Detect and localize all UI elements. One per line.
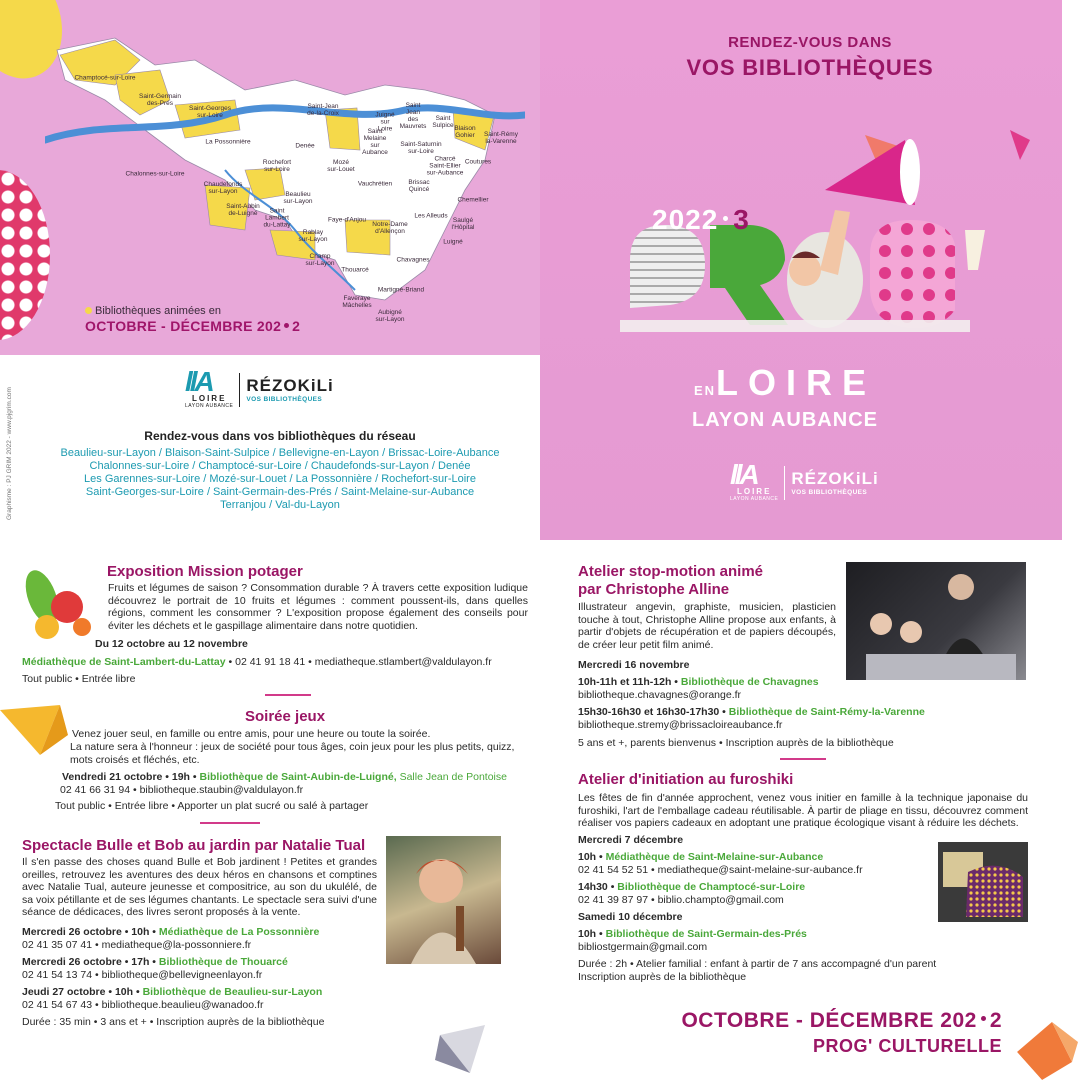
map-label: Saint-Rémy la-Varenne xyxy=(484,131,518,145)
event-furoshiki-contact-b: 02 41 39 87 97 • biblio.champto@gmail.com xyxy=(578,894,784,906)
map-label: Saint-Aubin de-Luigné xyxy=(226,203,260,217)
logo-loire: LOIRE xyxy=(736,487,772,496)
dot-separator xyxy=(723,216,728,221)
map-legend-period: OCTOBRE - DÉCEMBRE 202 2 xyxy=(85,318,301,334)
map-label: Saulgé l'Hôpital xyxy=(451,217,475,231)
network-line: Chalonnes-sur-Loire / Champtocé-sur-Loire / Chaudefonds-sur-Layon / Denée xyxy=(89,460,471,472)
event-jeux-text2: La nature sera à l'honneur : jeux de société pour tous âges, coin jeux pour les plus petits, quizz, mots croisés et fléchés, etc. xyxy=(70,741,515,766)
map-label: Les Alleuds xyxy=(414,212,448,220)
map-label: Denée xyxy=(295,142,315,150)
event-bulle-title: Spectacle Bulle et Bob au jardin par Natalie Tual xyxy=(22,837,366,854)
logo-separator xyxy=(239,373,240,407)
event-furoshiki-date-1: Mercredi 7 décembre xyxy=(578,834,684,846)
event-potager-info: Tout public • Entrée libre xyxy=(22,673,136,685)
event-bulle-session: Jeudi 27 octobre • 10h • Bibliothèque de Beaulieu-sur-Layon xyxy=(22,986,323,998)
map-label: Champtocé-sur-Loire xyxy=(74,74,136,82)
event-furoshiki-contact-a: 02 41 54 52 51 • mediatheque@saint-melaine-sur-aubance.fr xyxy=(578,864,863,876)
network-list xyxy=(55,447,505,512)
event-stop-title-2: par Christophe Alline xyxy=(578,581,730,598)
map-label: Saint-Jean de-la-Croix xyxy=(307,103,339,117)
map-label: Chemellier xyxy=(457,196,489,204)
event-furoshiki-session-a: 10h • Médiathèque de Saint-Melaine-sur-Aubance xyxy=(578,851,824,863)
paper-fold-decoration xyxy=(435,1025,490,1075)
dot-separator xyxy=(284,323,289,328)
map-label: Notre-Dame d'Allençon xyxy=(372,221,408,235)
megaphone-bell xyxy=(900,139,920,205)
event-bulle-contact: 02 41 35 07 41 • mediatheque@la-possonniere.fr xyxy=(22,939,252,951)
prog-letter-g xyxy=(870,220,955,328)
rezokili-sub: VOS BIBLIOTHÈQUES xyxy=(791,489,868,496)
map-labels xyxy=(0,0,540,355)
event-bulle-contact: 02 41 54 13 74 • bibliotheque@bellevigneenlayon.fr xyxy=(22,969,263,981)
cover-logo xyxy=(730,459,879,502)
footer-period: OCTOBRE - DÉCEMBRE 202 2 xyxy=(681,1009,1002,1032)
legend-text: Bibliothèques animées en xyxy=(95,305,221,317)
event-jeux-date-line: Vendredi 21 octobre • 19h • Bibliothèque de Saint-Aubin-de-Luigné, Salle Jean de Pontoise xyxy=(62,771,507,783)
map-label: Saint-Germain des-Prés xyxy=(139,93,181,107)
network-line: Les Garennes-sur-Loire / Mozé-sur-Louet / La Possonnière / Rochefort-sur-Loire xyxy=(84,473,476,485)
paper-fold-decoration xyxy=(1010,130,1030,160)
event-jeux-text1: Venez jouer seul, en famille ou entre amis, pour une heure ou toute la soirée. xyxy=(72,728,431,740)
event-potager-place-line: Médiathèque de Saint-Lambert-du-Lattay • 02 41 91 18 41 • mediatheque.stlambert@valdulayon.fr xyxy=(22,656,492,668)
map-label: Saint Sulpice xyxy=(432,115,454,129)
map-legend xyxy=(85,305,221,317)
map-label: Coutures xyxy=(464,158,492,166)
map-label: Vauchrétien xyxy=(357,180,393,188)
map-label: Rochefort sur-Loire xyxy=(262,159,292,173)
map-label: La Possonnière xyxy=(205,138,251,146)
event-stop-date: Mercredi 16 novembre xyxy=(578,659,690,671)
map-label: Blaison Gohier xyxy=(454,125,476,139)
cover-rdv-line1: RENDEZ-VOUS DANS xyxy=(728,34,892,51)
map-label: Faveraye Mâchelles xyxy=(342,295,372,309)
map-label: Charcé Saint-Ellier sur-Aubance xyxy=(426,155,464,177)
event-stop-contact-2: bibliotheque.stremy@brissacloireaubance.fr xyxy=(578,719,783,731)
dot-separator xyxy=(981,1016,986,1021)
orange-icon xyxy=(35,615,59,639)
event-potager-title: Exposition Mission potager xyxy=(107,563,303,580)
map-label: Brissac Quincé xyxy=(408,179,430,193)
map-label: Juigné sur Loire xyxy=(375,111,395,133)
event-bulle-info: Durée : 35 min • 3 ans et + • Inscription auprès de la bibliothèque xyxy=(22,1016,325,1028)
cover-loire: LOIRE xyxy=(716,362,877,403)
map-label: Saint Lambert du-Lattay xyxy=(263,207,291,229)
logo-mark: llA xyxy=(185,366,212,397)
fruit-icon xyxy=(73,618,91,636)
map-label: Faye-d'Anjou xyxy=(327,216,367,224)
paper-fold-decoration xyxy=(0,705,70,760)
map-label: Saint Jean des Mauvrets xyxy=(399,102,427,130)
map-label: Chaudefonds sur-Layon xyxy=(203,181,243,195)
network-line: Terranjou / Val-du-Layon xyxy=(220,499,340,511)
event-jeux-info: Tout public • Entrée libre • Apporter un plat sucré ou salé à partager xyxy=(55,800,369,812)
graphic-credit: Graphisme : PJ GRIM 2022 - www.pjgrim.com xyxy=(6,387,13,520)
event-bulle-text: Il s'en passe des choses quand Bulle et Bob jardinent ! Petites et grandes oreilles, retrouvez les aventures des deux héros en chansons et comptines avec Natalie Tual, auteure jeunesse et compositrice, au son du ukulélé, de sa voix pétillante et de ses légumes chantants. Le spectacle sera suivi d'une séance de dédicaces, des livres seront proposés à la vente. xyxy=(22,856,377,918)
map-label: Chavagnes xyxy=(396,256,430,264)
natalie-tual-photo xyxy=(386,836,501,964)
prog-letter-p xyxy=(630,225,705,308)
event-bulle-contact: 02 41 54 67 43 • bibliotheque.beaulieu@wanadoo.fr xyxy=(22,999,264,1011)
map-label: Rablay sur-Layon xyxy=(298,229,328,243)
event-stop-title-1: Atelier stop-motion animé xyxy=(578,563,764,580)
map-label: Martigné-Briand xyxy=(377,286,425,294)
event-furoshiki-session-c: 10h • Bibliothèque de Saint-Germain-des-Prés xyxy=(578,928,807,940)
event-furoshiki-info-2: Inscription auprès de la bibliothèque xyxy=(578,971,747,983)
event-stop-session-1: 10h-11h et 11h-12h • Bibliothèque de Chavagnes xyxy=(578,676,819,688)
event-furoshiki-session-b: 14h30 • Bibliothèque de Champtocé-sur-Loire xyxy=(578,881,806,893)
right-margin xyxy=(1062,0,1080,540)
network-title: Rendez-vous dans vos bibliothèques du réseau xyxy=(144,429,416,443)
legend-yellow-dot xyxy=(85,307,92,314)
logo-sub: LAYON AUBANCE xyxy=(185,403,234,409)
map-label: Mozé sur-Louet xyxy=(327,159,355,173)
event-stop-session-2: 15h30-16h30 et 16h30-17h30 • Bibliothèque de Saint-Rémy-la-Varenne xyxy=(578,706,925,718)
event-bulle-session: Mercredi 26 octobre • 10h • Médiathèque de La Possonnière xyxy=(22,926,320,938)
event-stop-info: 5 ans et +, parents bienvenus • Inscription auprès de la bibliothèque xyxy=(578,737,894,749)
map-label: Thouarcé xyxy=(341,266,369,274)
map-label: Champ sur-Layon xyxy=(305,253,335,267)
section-separator xyxy=(780,758,826,760)
event-furoshiki-contact-c: bibliostgermain@gmail.com xyxy=(578,941,708,953)
network-line: Beaulieu-sur-Layon / Blaison-Saint-Sulpice / Bellevigne-en-Layon / Brissac-Loire-Aubance xyxy=(60,447,500,459)
prog-apostrophe xyxy=(965,230,985,270)
rezokili-logo xyxy=(246,376,333,403)
event-furoshiki-date-2: Samedi 10 décembre xyxy=(578,911,683,923)
cover-title xyxy=(610,362,960,432)
logo-loire: LOIRE xyxy=(191,394,227,403)
logo-separator xyxy=(784,466,785,500)
stop-motion-photo xyxy=(846,562,1026,680)
rezokili-name: RÉZOKiLi xyxy=(791,469,879,488)
network-logo xyxy=(185,366,334,409)
event-stop-text: Illustrateur angevin, graphiste, musicien, plasticien touche à tout, Christophe Alline propose aux enfants, à partir d'objets de récupération et de papiers découpés, de créer leur petit film animé. xyxy=(578,601,836,651)
prog-letter-r xyxy=(710,225,788,325)
map-label: Saint-Saturnin sur-Loire xyxy=(400,141,442,155)
rezokili-sub: VOS BIBLIOTHÈQUES xyxy=(246,396,323,403)
logo-sub: LAYON AUBANCE xyxy=(730,496,779,502)
event-stop-contact-1: bibliotheque.chavagnes@orange.fr xyxy=(578,689,742,701)
map-label: Saint-Georges sur-Loire xyxy=(189,105,231,119)
prog-illustration xyxy=(610,130,1030,350)
event-potager-date: Du 12 octobre au 12 novembre xyxy=(95,638,248,650)
cover-year: 2022 3 xyxy=(652,204,750,235)
rezokili-name: RÉZOKiLi xyxy=(246,376,334,395)
footer-subtitle: PROG' CULTURELLE xyxy=(813,1036,1002,1056)
map-label: Saint Melaine sur Aubance xyxy=(362,128,388,156)
cover-en: EN xyxy=(693,383,717,398)
rezokili-logo xyxy=(791,469,878,496)
event-potager-text: Fruits et légumes de saison ? Consommation durable ? À travers cette exposition ludique découvrez le portrait de 10 fruits et légumes : comment poussent-ils, dans quelles régions, comment les consommer ? L'exposition propose également des conseils pour éviter les déchets et le gaspillage alimentaire dans notre quotidien. xyxy=(108,582,528,632)
character-head xyxy=(789,254,821,286)
furoshiki-photo xyxy=(938,842,1028,922)
paper-fold-decoration xyxy=(1012,1022,1078,1080)
tomato-icon xyxy=(51,591,83,623)
section-separator xyxy=(265,694,311,696)
loire-layon-logo xyxy=(185,366,234,409)
vegetables-illustration xyxy=(12,562,102,652)
section-separator xyxy=(200,822,260,824)
event-furoshiki-title: Atelier d'initiation au furoshiki xyxy=(578,771,794,788)
event-furoshiki-info-1: Durée : 2h • Atelier familial : enfant à partir de 7 ans accompagné d'un parent xyxy=(578,958,937,970)
map-label: Beaulieu sur-Layon xyxy=(283,191,313,205)
event-furoshiki-text: Les fêtes de fin d'année approchent, venez vous initier en famille à la technique japonaise du furoshiki, l'art de l'emballage cadeau réutilisable. À partir de pliage en tissu, découvrez comment réaliser vos papiers cadeaux en adoptant une pratique écologique visant à réduire les déchets. xyxy=(578,792,1028,829)
loire-layon-logo xyxy=(730,459,779,502)
paper-ground xyxy=(620,320,970,332)
logo-mark: llA xyxy=(730,459,757,490)
event-bulle-session: Mercredi 26 octobre • 17h • Bibliothèque de Thouarcé xyxy=(22,956,288,968)
event-jeux-contact: 02 41 66 31 94 • bibliotheque.staubin@valdulayon.fr xyxy=(60,784,304,796)
map-label: Luigné xyxy=(443,238,463,246)
map-label: Chalonnes-sur-Loire xyxy=(125,170,185,178)
cover-layon: LAYON AUBANCE xyxy=(692,409,878,431)
cover-rdv-line2: VOS BIBLIOTHÈQUES xyxy=(686,55,934,80)
map-label: Aubigné sur-Layon xyxy=(375,309,405,323)
network-line: Saint-Georges-sur-Loire / Saint-Germain-des-Prés / Saint-Melaine-sur-Aubance xyxy=(85,486,475,498)
event-jeux-title: Soirée jeux xyxy=(245,708,326,725)
